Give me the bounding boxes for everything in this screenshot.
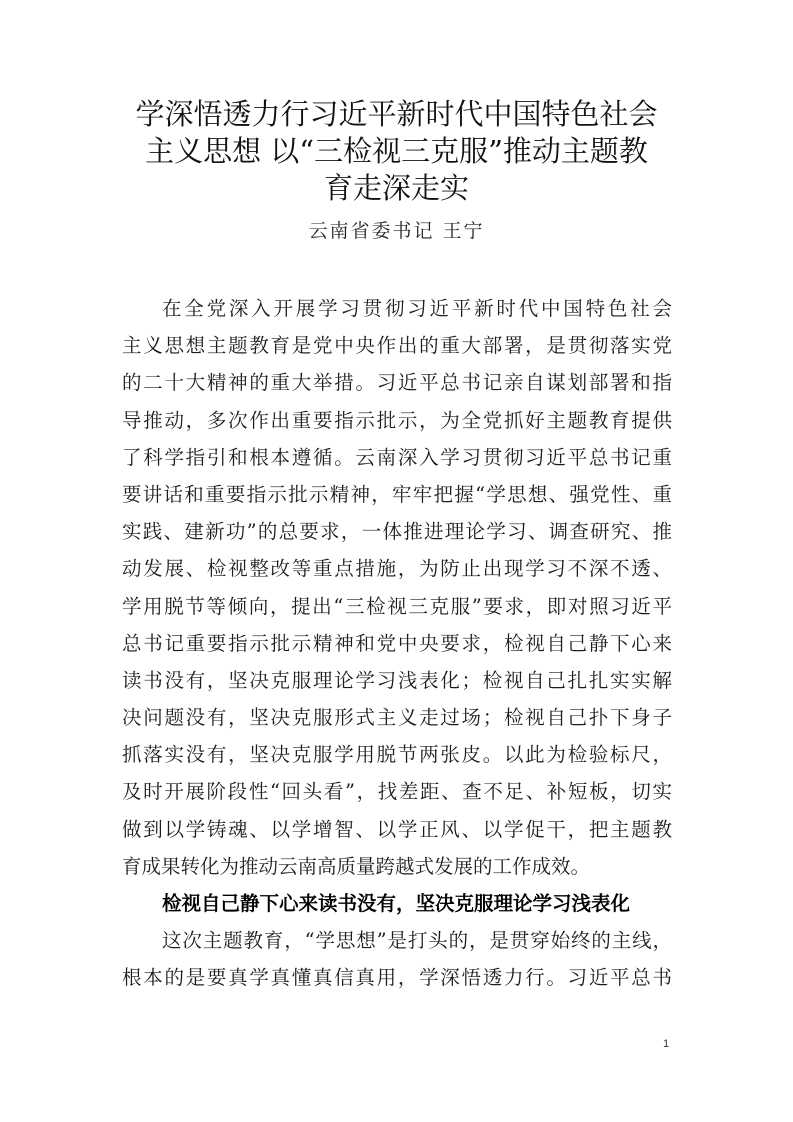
paragraph-intro (122, 290, 672, 885)
text-line: 及时开展阶段性“回头看”，找差距、查不足、补短板，切实 (122, 780, 672, 804)
text-line: 了科学指引和根本遵循。云南深入学习贯彻习近平总书记重 (122, 445, 672, 469)
text-line: 动发展、检视整改等重点措施，为防止出现学习不深不透、 (122, 557, 672, 581)
document-body (122, 290, 672, 997)
text-line: 决问题没有，坚决克服形式主义走过场；检视自己扑下身子 (122, 706, 672, 730)
text-line: 导推动，多次作出重要指示批示，为全党抓好主题教育提供 (122, 408, 672, 432)
text-line: 做到以学铸魂、以学增智、以学正风、以学促干，把主题教 (122, 817, 672, 841)
heading-text: 检视自己静下心来读书没有，坚决克服理论学习浅表化 (162, 892, 631, 915)
text-line: 的二十大精神的重大举措。习近平总书记亲自谋划部署和指 (122, 371, 672, 395)
title-line: 学深悟透力行习近平新时代中国特色社会 (135, 97, 658, 131)
author-byline: 云南省委书记 王宁 (308, 220, 485, 242)
document-title (120, 96, 673, 207)
title-line: 育走深走实 (323, 171, 469, 205)
text-line: 实践、建新功”的总要求，一体推进理论学习、调查研究、推 (122, 520, 672, 544)
text-line: 要讲话和重要指示批示精神，牢牢把握“学思想、强党性、重 (122, 482, 672, 506)
text-line: 抓落实没有，坚决克服学用脱节两张皮。以此为检验标尺， (122, 743, 672, 767)
text-line: 育成果转化为推动云南高质量跨越式发展的工作成效。 (122, 854, 591, 878)
title-line: 主义思想 以“三检视三克服”推动主题教 (145, 134, 648, 168)
text-line: 这次主题教育，“学思想”是打头的，是贯穿始终的主线， (162, 929, 672, 953)
text-line: 在全党深入开展学习贯彻习近平新时代中国特色社会 (162, 297, 672, 320)
text-line: 根本的是要真学真懂真信真用，学深悟透力行。习近平总书 (122, 966, 672, 990)
text-line: 主义思想主题教育是党中央作出的重大部署，是贯彻落实党 (122, 334, 672, 358)
text-line: 读书没有，坚决克服理论学习浅表化；检视自己扎扎实实解 (122, 668, 672, 692)
paragraph-section-1 (122, 922, 672, 996)
text-line: 总书记重要指示批示精神和党中央要求，检视自己静下心来 (122, 631, 672, 655)
page-number: 1 (663, 1038, 670, 1050)
section-heading (122, 885, 672, 922)
text-line: 学用脱节等倾向，提出“三检视三克服”要求，即对照习近平 (122, 594, 672, 618)
